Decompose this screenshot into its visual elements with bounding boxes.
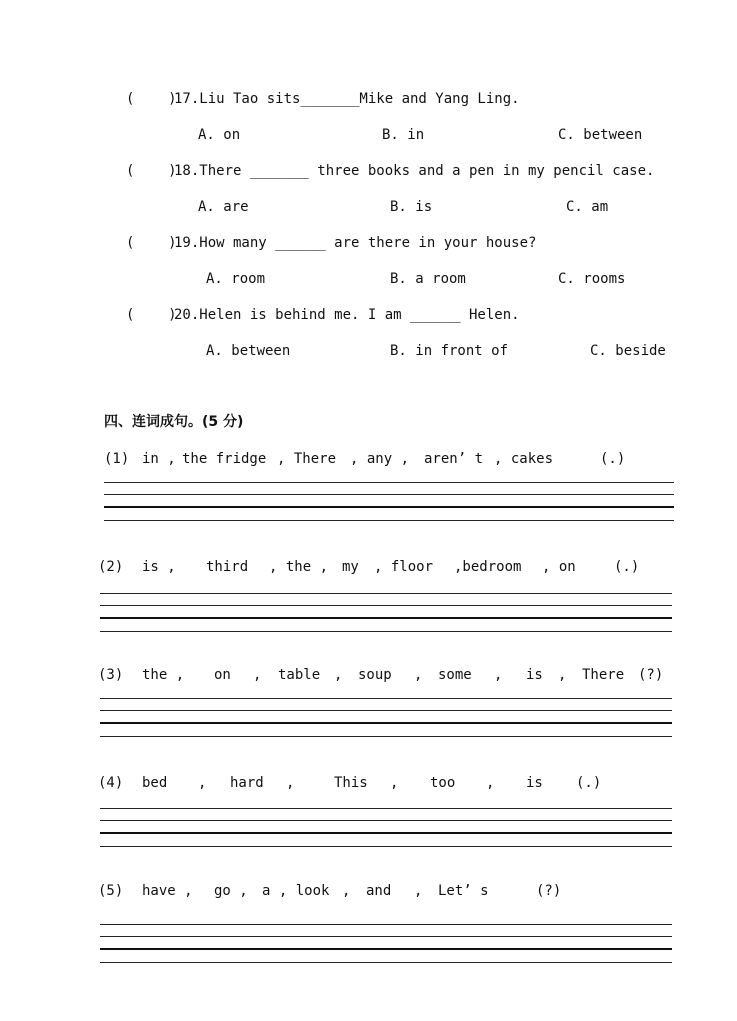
question-stem: 18.There _______ three books and a pen in my pencil case. (174, 163, 655, 179)
word: some (438, 667, 472, 683)
word: soup (358, 667, 392, 683)
word: go , (214, 883, 248, 899)
question-stem: 19.How many ______ are there in your house? (174, 235, 537, 251)
word: , There (277, 451, 337, 467)
word: my (342, 559, 359, 575)
word: , on (542, 559, 576, 575)
answer-line (100, 808, 672, 809)
word: , (390, 775, 399, 791)
word: , (198, 775, 207, 791)
word: hard (230, 775, 264, 791)
item-number: (5) (98, 883, 124, 899)
answer-line (100, 736, 672, 737)
option-b: B. in front of (390, 343, 509, 359)
answer-lines[interactable] (100, 808, 672, 848)
word: , (414, 883, 423, 899)
answer-line (100, 846, 672, 847)
word: is (526, 775, 543, 791)
word: ,bedroom (454, 559, 522, 575)
answer-line (100, 617, 672, 619)
word: bed (142, 775, 168, 791)
option-c: C. rooms (558, 271, 626, 287)
option-a: A. room (206, 271, 266, 287)
answer-line (100, 936, 672, 937)
option-b: B. in (382, 127, 425, 143)
word: , (334, 667, 343, 683)
section-title: 四、连词成句。(5 分) (104, 414, 244, 430)
word: have , (142, 883, 193, 899)
word: the , (142, 667, 185, 683)
answer-line (104, 494, 674, 495)
end-punctuation: (.) (600, 451, 626, 467)
answer-bracket[interactable]: ( ) (126, 163, 177, 179)
answer-line (100, 710, 672, 711)
item-number: (1) (104, 451, 130, 467)
end-punctuation: (.) (576, 775, 602, 791)
answer-bracket[interactable]: ( ) (126, 235, 177, 251)
word: , any , (350, 451, 410, 467)
word: , cakes (494, 451, 554, 467)
word: aren’ t (424, 451, 484, 467)
option-a: A. between (206, 343, 291, 359)
option-b: B. a room (390, 271, 466, 287)
word: , (486, 775, 495, 791)
word: third (206, 559, 249, 575)
word: This (334, 775, 368, 791)
answer-line (100, 605, 672, 606)
answer-line (104, 482, 674, 483)
answer-line (100, 820, 672, 821)
end-punctuation: (.) (614, 559, 640, 575)
answer-line (100, 924, 672, 925)
answer-line (104, 520, 674, 521)
end-punctuation: (?) (638, 667, 664, 683)
word: There (582, 667, 625, 683)
item-number: (3) (98, 667, 124, 683)
answer-line (100, 698, 672, 699)
answer-lines[interactable] (100, 924, 672, 964)
answer-lines[interactable] (104, 482, 674, 522)
item-number: (2) (98, 559, 124, 575)
answer-line (100, 593, 672, 594)
option-c: C. between (558, 127, 643, 143)
answer-lines[interactable] (100, 698, 672, 738)
option-a: A. on (198, 127, 241, 143)
answer-lines[interactable] (100, 593, 672, 633)
question-stem: 17.Liu Tao sits_______Mike and Yang Ling. (174, 91, 520, 107)
answer-line (100, 631, 672, 632)
answer-line (104, 506, 674, 508)
word: , the , (269, 559, 329, 575)
question-stem: 20.Helen is behind me. I am ______ Helen. (174, 307, 520, 323)
word: , (414, 667, 423, 683)
answer-line (100, 948, 672, 950)
item-number: (4) (98, 775, 124, 791)
option-c: C. am (566, 199, 609, 215)
answer-bracket[interactable]: ( ) (126, 91, 177, 107)
word: , (253, 667, 262, 683)
answer-line (100, 962, 672, 963)
word: in , (142, 451, 176, 467)
answer-line (100, 832, 672, 834)
word: is (526, 667, 543, 683)
option-b: B. is (390, 199, 433, 215)
word: the fridge (182, 451, 267, 467)
word: , (286, 775, 295, 791)
end-punctuation: (?) (536, 883, 562, 899)
word: table (278, 667, 321, 683)
word: Let’ s (438, 883, 489, 899)
word: too (430, 775, 456, 791)
word: and (366, 883, 392, 899)
answer-bracket[interactable]: ( ) (126, 307, 177, 323)
word: on (214, 667, 231, 683)
option-c: C. beside (590, 343, 666, 359)
word: , (342, 883, 351, 899)
word: , floor (374, 559, 434, 575)
word: a , look (262, 883, 330, 899)
word: , (558, 667, 567, 683)
answer-line (100, 722, 672, 724)
word: , (494, 667, 503, 683)
word: is , (142, 559, 176, 575)
option-a: A. are (198, 199, 249, 215)
